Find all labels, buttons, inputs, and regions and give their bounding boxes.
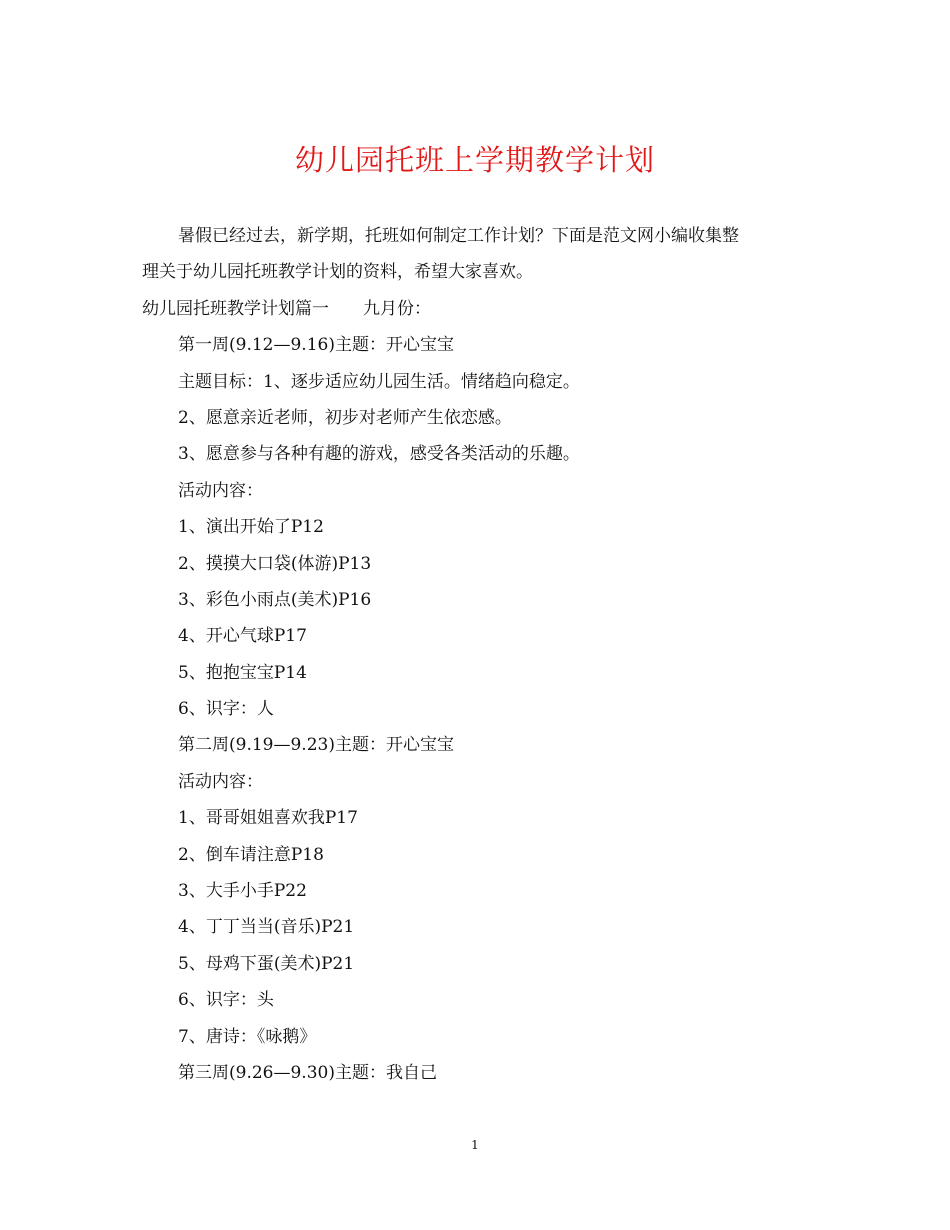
- activity-item: 3、彩色小雨点(美术)P16: [178, 589, 372, 610]
- activity-item: 4、开心气球P17: [178, 626, 307, 647]
- activity-item: 4、丁丁当当(音乐)P21: [178, 917, 355, 938]
- activity-item: 1、哥哥姐姐喜欢我P17: [178, 808, 358, 829]
- activity-item: 6、识字：头: [178, 990, 274, 1011]
- document-body: [142, 218, 822, 1091]
- activity-heading: 活动内容：: [178, 480, 263, 501]
- week-heading: 第三周(9.26—9.30)主题：我自己: [178, 1062, 437, 1083]
- activity-item: 2、摸摸大口袋(体游)P13: [178, 553, 372, 574]
- activity-item: 6、识字：人: [178, 699, 274, 720]
- section-month: 九月份：: [363, 298, 431, 319]
- intro-paragraph-line: 理关于幼儿园托班教学计划的资料，希望大家喜欢。: [142, 262, 533, 283]
- week-heading: 第一周(9.12—9.16)主题：开心宝宝: [178, 335, 454, 356]
- activity-item: 5、母鸡下蛋(美术)P21: [178, 953, 355, 974]
- activity-heading: 活动内容：: [178, 771, 263, 792]
- section-heading-line: [142, 291, 822, 327]
- page-number: 1: [471, 1138, 479, 1152]
- activity-item: 2、倒车请注意P18: [178, 844, 324, 865]
- activity-item: 7、唐诗：《咏鹅》: [178, 1026, 317, 1047]
- goal-line: 主题目标：1、逐步适应幼儿园生活。情绪趋向稳定。: [178, 371, 580, 392]
- intro-paragraph-line: 暑假已经过去，新学期，托班如何制定工作计划？下面是范文网小编收集整: [178, 226, 739, 246]
- document-title: 幼儿园托班上学期教学计划: [294, 143, 655, 177]
- activity-item: 3、大手小手P22: [178, 881, 307, 902]
- activity-item: 1、演出开始了P12: [178, 517, 324, 538]
- section-heading: 幼儿园托班教学计划篇一: [142, 298, 329, 319]
- goal-line: 3、愿意参与各种有趣的游戏，感受各类活动的乐趣。: [178, 444, 580, 465]
- goal-line: 2、愿意亲近老师，初步对老师产生依恋感。: [178, 407, 512, 428]
- activity-item: 5、抱抱宝宝P14: [178, 662, 307, 683]
- week-heading: 第二周(9.19—9.23)主题：开心宝宝: [178, 735, 454, 756]
